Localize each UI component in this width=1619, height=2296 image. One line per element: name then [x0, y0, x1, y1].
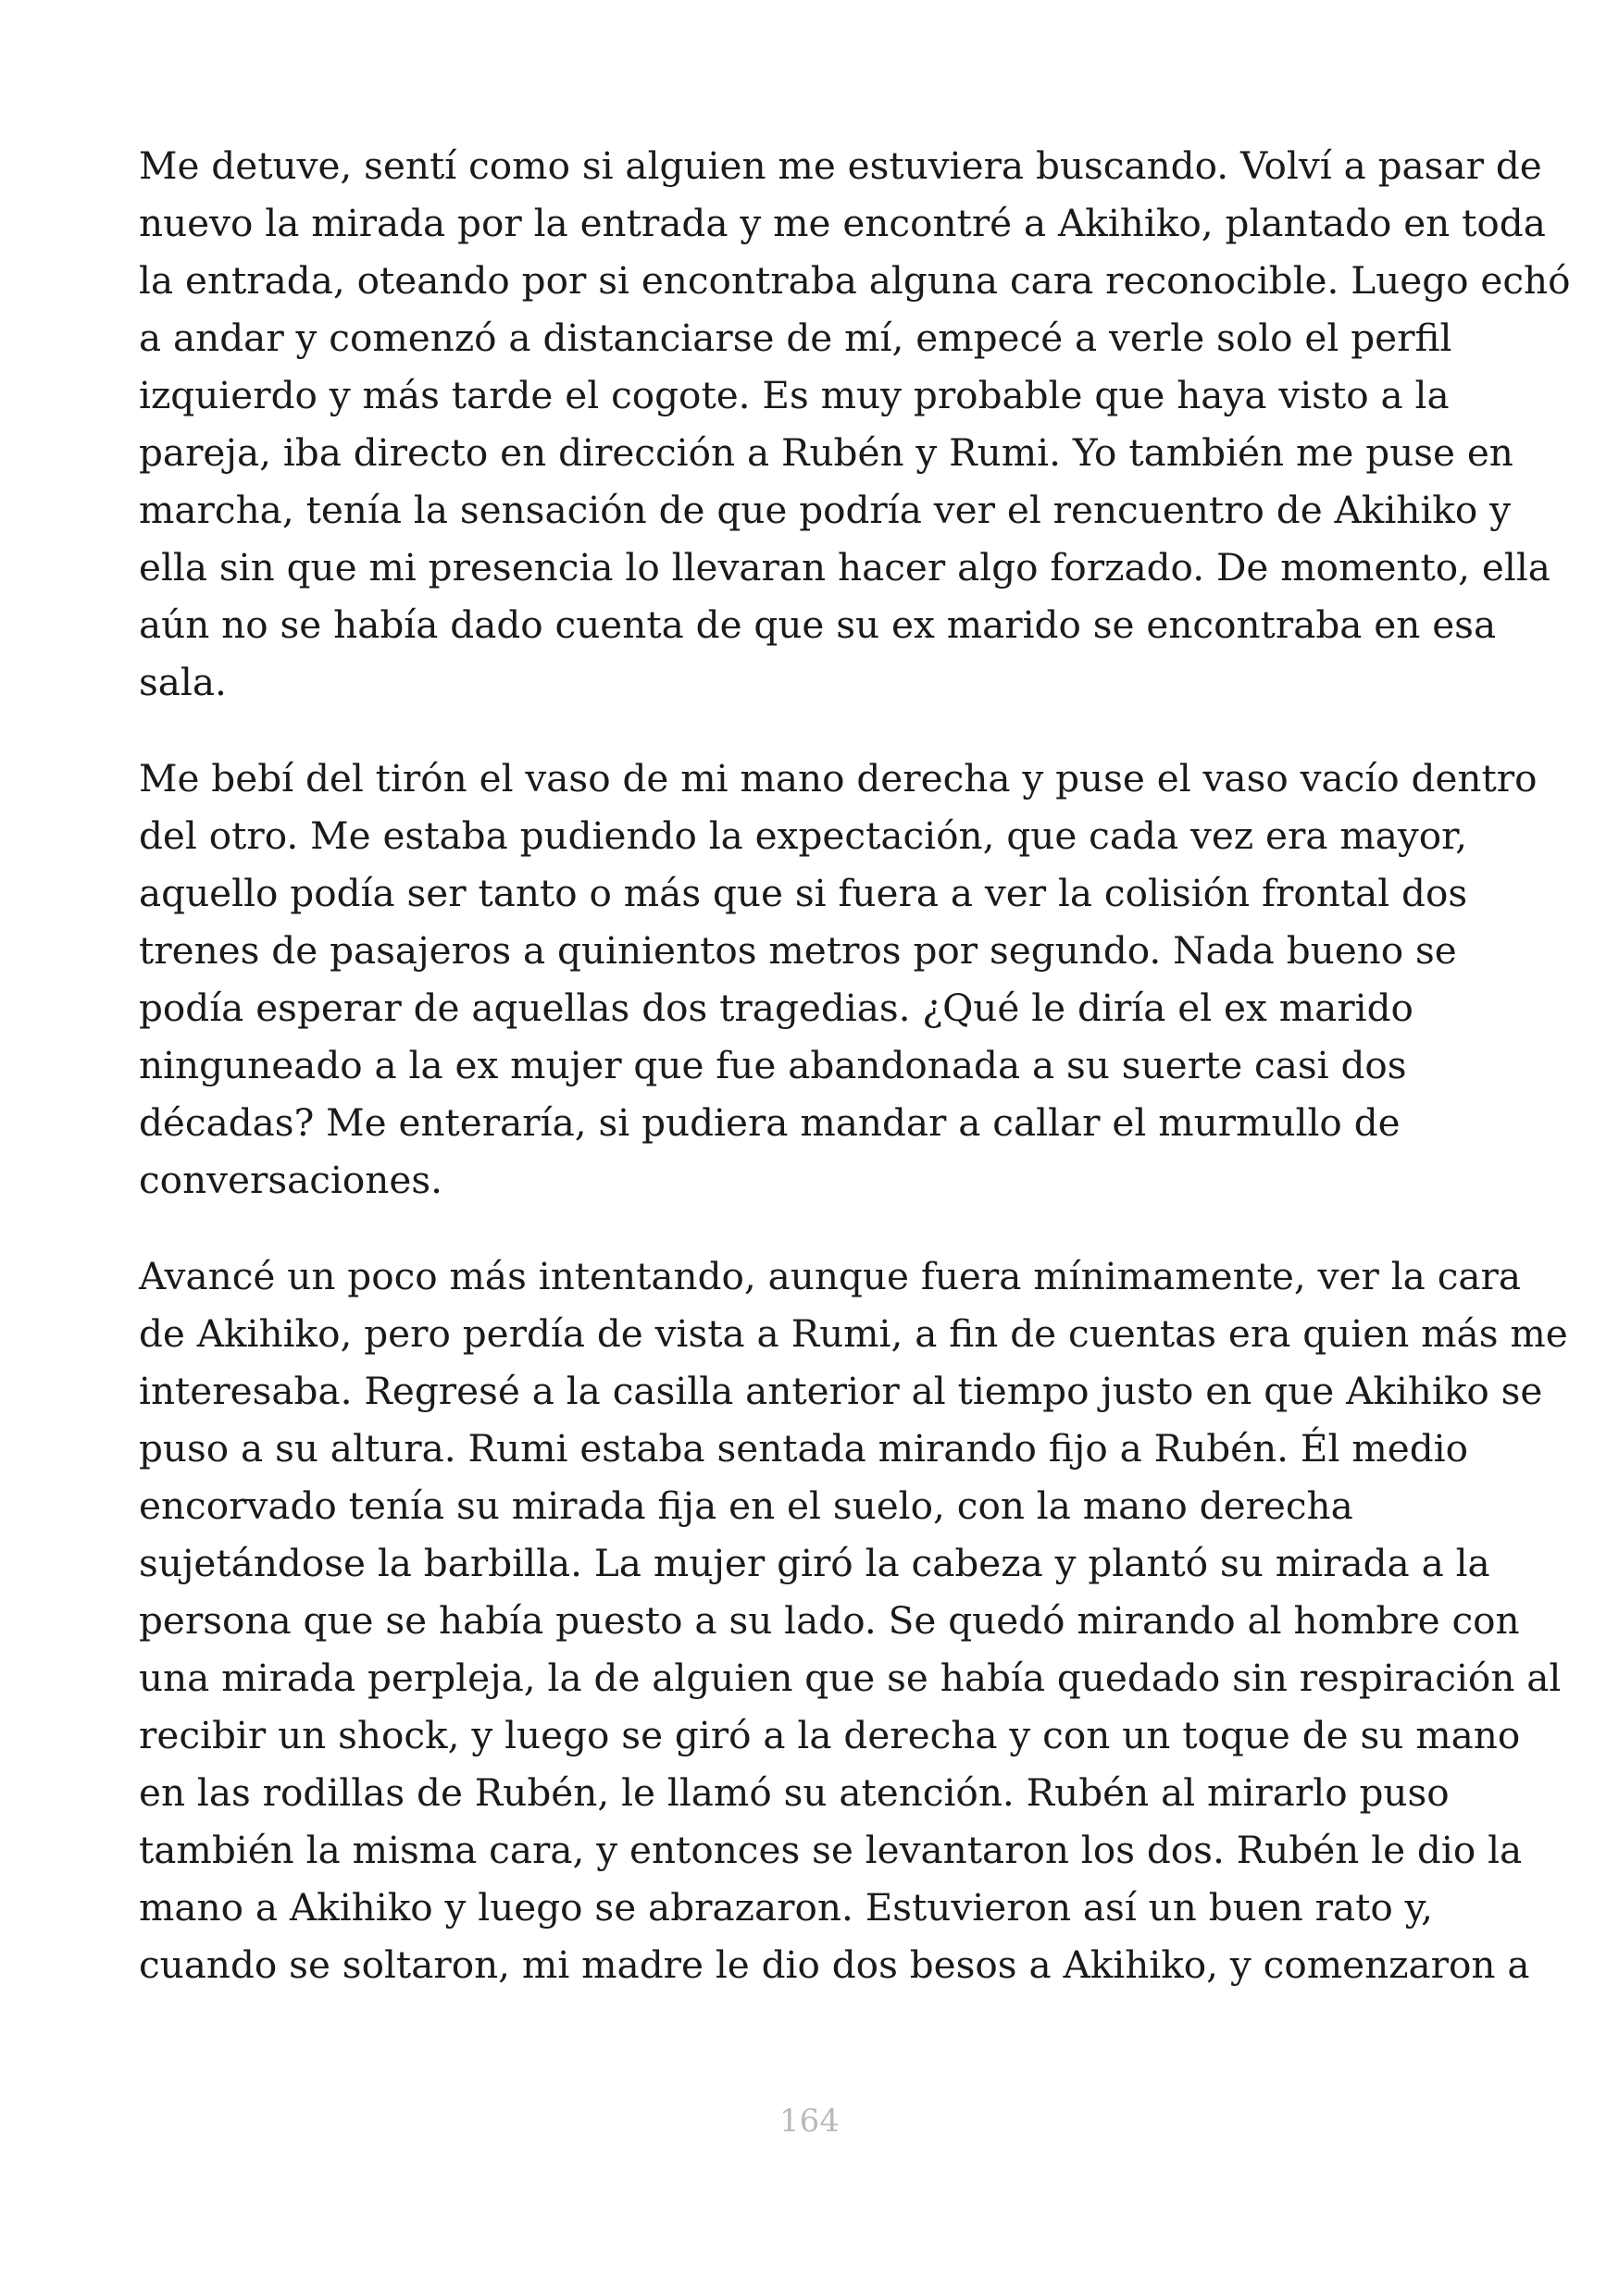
text-line: a andar y comenzó a distanciarse de mí, empecé a verle solo el perfil: [139, 316, 1452, 360]
text-line: sala.: [139, 660, 227, 704]
text-line: interesaba. Regresé a la casilla anterior al tiempo justo en que Akihiko se: [139, 1369, 1543, 1413]
text-line: aún no se había dado cuenta de que su ex marido se encontraba en esa: [139, 602, 1497, 647]
text-line: marcha, tenía la sensación de que podría ver el rencuentro de Akihiko y: [139, 488, 1511, 532]
text-line: nuevo la mirada por la entrada y me encontré a Akihiko, plantado en toda: [139, 201, 1546, 245]
text-line: cuando se soltaron, mi madre le dio dos besos a Akihiko, y comenzaron a: [139, 1942, 1530, 1987]
text-line: aquello podía ser tanto o más que si fuera a ver la colisión frontal dos: [139, 871, 1468, 915]
text-line: del otro. Me estaba pudiendo la expectación, que cada vez era mayor,: [139, 813, 1467, 858]
text-line: mano a Akihiko y luego se abrazaron. Estuvieron así un buen rato y,: [139, 1885, 1434, 1930]
page-number: 164: [779, 2103, 840, 2140]
text-line: de Akihiko, pero perdía de vista a Rumi, a fin de cuentas era quien más me: [139, 1311, 1568, 1356]
text-line: Me detuve, sentí como si alguien me estuviera buscando. Volví a pasar de: [139, 143, 1542, 188]
text-line: persona que se había puesto a su lado. Se quedó mirando al hombre con: [139, 1598, 1520, 1643]
text-line: trenes de pasajeros a quinientos metros por segundo. Nada bueno se: [139, 928, 1457, 973]
body-text: [139, 137, 1571, 2032]
text-line: sujetándose la barbilla. La mujer giró la cabeza y plantó su mirada a la: [139, 1541, 1490, 1585]
text-line: conversaciones.: [139, 1158, 443, 1202]
text-line: décadas? Me enteraría, si pudiera mandar a callar el murmullo de: [139, 1100, 1401, 1145]
text-line: pareja, iba directo en dirección a Rubén y Rumi. Yo también me puse en: [139, 430, 1513, 475]
text-line: una mirada perpleja, la de alguien que se había quedado sin respiración al: [139, 1656, 1562, 1700]
text-line: podía esperar de aquellas dos tragedias. ¿Qué le diría el ex marido: [139, 986, 1414, 1030]
text-line: Me bebí del tirón el vaso de mi mano derecha y puse el vaso vacío dentro: [139, 756, 1538, 800]
text-line: izquierdo y más tarde el cogote. Es muy probable que haya visto a la: [139, 373, 1450, 417]
text-line: recibir un shock, y luego se giró a la derecha y con un toque de su mano: [139, 1713, 1521, 1757]
paragraph: [139, 137, 1571, 711]
text-line: puso a su altura. Rumi estaba sentada mirando fijo a Rubén. Él medio: [139, 1426, 1468, 1471]
text-line: ella sin que mi presencia lo llevaran hacer algo forzado. De momento, ella: [139, 545, 1551, 590]
text-line: encorvado tenía su mirada fija en el suelo, con la mano derecha: [139, 1483, 1353, 1528]
paragraph: [139, 1247, 1568, 1993]
text-line: Avancé un poco más intentando, aunque fuera mínimamente, ver la cara: [139, 1254, 1522, 1298]
text-line: la entrada, oteando por si encontraba alguna cara reconocible. Luego echó: [139, 258, 1571, 303]
text-line: ninguneado a la ex mujer que fue abandonada a su suerte casi dos: [139, 1043, 1407, 1087]
paragraph: [139, 750, 1538, 1209]
text-line: también la misma cara, y entonces se levantaron los dos. Rubén le dio la: [139, 1828, 1523, 1872]
text-line: en las rodillas de Rubén, le llamó su atención. Rubén al mirarlo puso: [139, 1770, 1450, 1815]
